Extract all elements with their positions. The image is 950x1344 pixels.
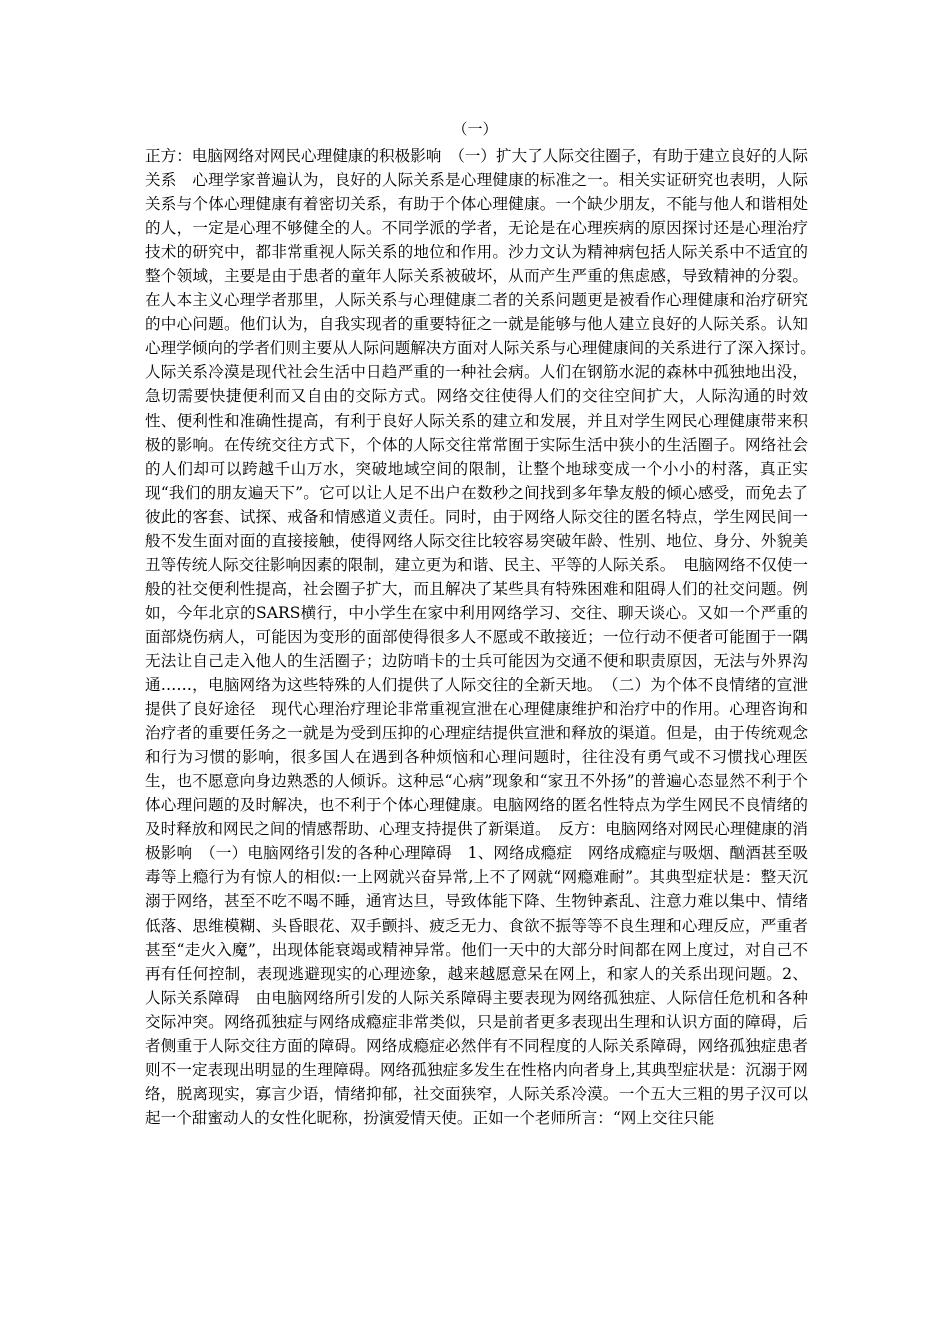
section-heading: （一） bbox=[452, 120, 498, 138]
body-paragraph: 正方：电脑网络对网民心理健康的积极影响 （一）扩大了人际交往圈子，有助于建立良好的人际关系 心理学家普遍认为，良好的人际关系是心理健康的标准之一。相关实证研究也表明，人际关系与个体心理健康有着密切关系，有助于个体心理健康。一个缺少朋友，不能与他人和谐相处的人，一定是心理不够健全的人。不同学派的学者，无论是在心理疾病的原因探讨还是心理治疗技术的研究中，都非常重视人际关系的地位和作用。沙力文认为精神病包括人际关系中不适宜的整个领域，主要是由于患者的童年人际关系被破坏，从而产生严重的焦虑感，导致精神的分裂。在人本主义心理学者那里，人际关系与心理健康二者的关系问题更是被看作心理健康和治疗研究的中心问题。他们认为，自我实现者的重要特征之一就是能够与他人建立良好的人际关系。认知心理学倾向的学者们则主要从人际问题解决方面对人际关系与心理健康间的关系进行了深入探讨。 人际关系冷漠是现代社会生活中日趋严重的一种社会病。人们在钢筋水泥的森林中孤独地出没，急切需要快捷便利而又自由的交际方式。网络交往使得人们的交往空间扩大，人际沟通的时效性、便利性和准确性提高，有利于良好人际关系的建立和发展，并且对学生网民心理健康带来积极的影响。在传统交往方式下，个体的人际交往常常囿于实际生活中狭小的生活圈子。网络社会的人们却可以跨越千山万水，突破地域空间的限制，让整个地球变成一个小小的村落，真正实现“我们的朋友遍天下”。它可以让人足不出户在数秒之间找到多年挚友般的倾心感受，而免去了彼此的客套、试探、戒备和情感道义责任。同时，由于网络人际交往的匿名特点，学生网民间一般不发生面对面的直接接触，使得网络人际交往比较容易突破年龄、性别、地位、身分、外貌美丑等传统人际交往影响因素的限制，建立更为和谐、民主、平等的人际关系。 电脑网络不仅使一般的社交便利性提高，社会圈子扩大，而且解决了某些具有特殊困难和阻碍人们的社交问题。例如，今年北京的SARS横行，中小学生在家中利用网络学习、交往、聊天谈心。又如一个严重的面部烧伤病人，可能因为变形的面部使得很多人不愿或不敢接近；一位行动不便者可能囿于一隅无法让自己走入他人的生活圈子；边防哨卡的士兵可能因为交通不便和职责原因，无法与外界沟通……，电脑网络为这些特殊的人们提供了人际交往的全新天地。 （二）为个体不良情绪的宣泄提供了良好途径 现代心理治疗理论非常重视宣泄在心理健康维护和治疗中的作用。心理咨询和治疗者的重要任务之一就是为受到压抑的心理症结提供宣泄和释放的渠道。但是，由于传统观念和行为习惯的影响，很多国人在遇到各种烦恼和心理问题时，往往没有勇气或不习惯找心理医生，也不愿意向身边熟悉的人倾诉。这种忌“心病”现象和“家丑不外扬”的普遍心态显然不利于个体心理问题的及时解决，也不利于个体心理健康。电脑网络的匿名性特点为学生网民不良情绪的及时释放和网民之间的情感帮助、心理支持提供了新渠道。 反方：电脑网络对网民心理健康的消极影响 （一）电脑网络引发的各种心理障碍 1、网络成瘾症 网络成瘾症与吸烟、酗酒甚至吸毒等上瘾行为有惊人的相似:一上网就兴奋异常,上不了网就“网瘾难耐”。其典型症状是：整天沉溺于网络，甚至不吃不喝不睡，通宵达旦，导致体能下降、生物钟紊乱、注意力难以集中、情绪低落、思维模糊、头昏眼花、双手颤抖、疲乏无力、食欲不振等等不良生理和心理反应，严重者甚至“走火入魔”，出现体能衰竭或精神异常。他们一天中的大部分时间都在网上度过，对自己不再有任何控制，表现逃避现实的心理迹象，越来越愿意呆在网上，和家人的关系出现问题。2、人际关系障碍 由电脑网络所引发的人际关系障碍主要表现为网络孤独症、人际信任危机和各种交际冲突。网络孤独症与网络成瘾症非常类似，只是前者更多表现出生理和认识方面的障碍，后者侧重于人际交往方面的障碍。网络成瘾症必然伴有不同程度的人际关系障碍，网络孤独症患者则不一定表现出明显的生理障碍。网络孤独症多发生在性格内向者身上,其典型症状是：沉溺于网络，脱离现实，寡言少语，情绪抑郁，社交面狭窄，人际关系冷漠。一个五大三粗的男子汉可以起一个甜蜜动人的女性化昵称，扮演爱情天使。正如一个老师所言：“网上交往只能 bbox=[145, 147, 824, 1127]
